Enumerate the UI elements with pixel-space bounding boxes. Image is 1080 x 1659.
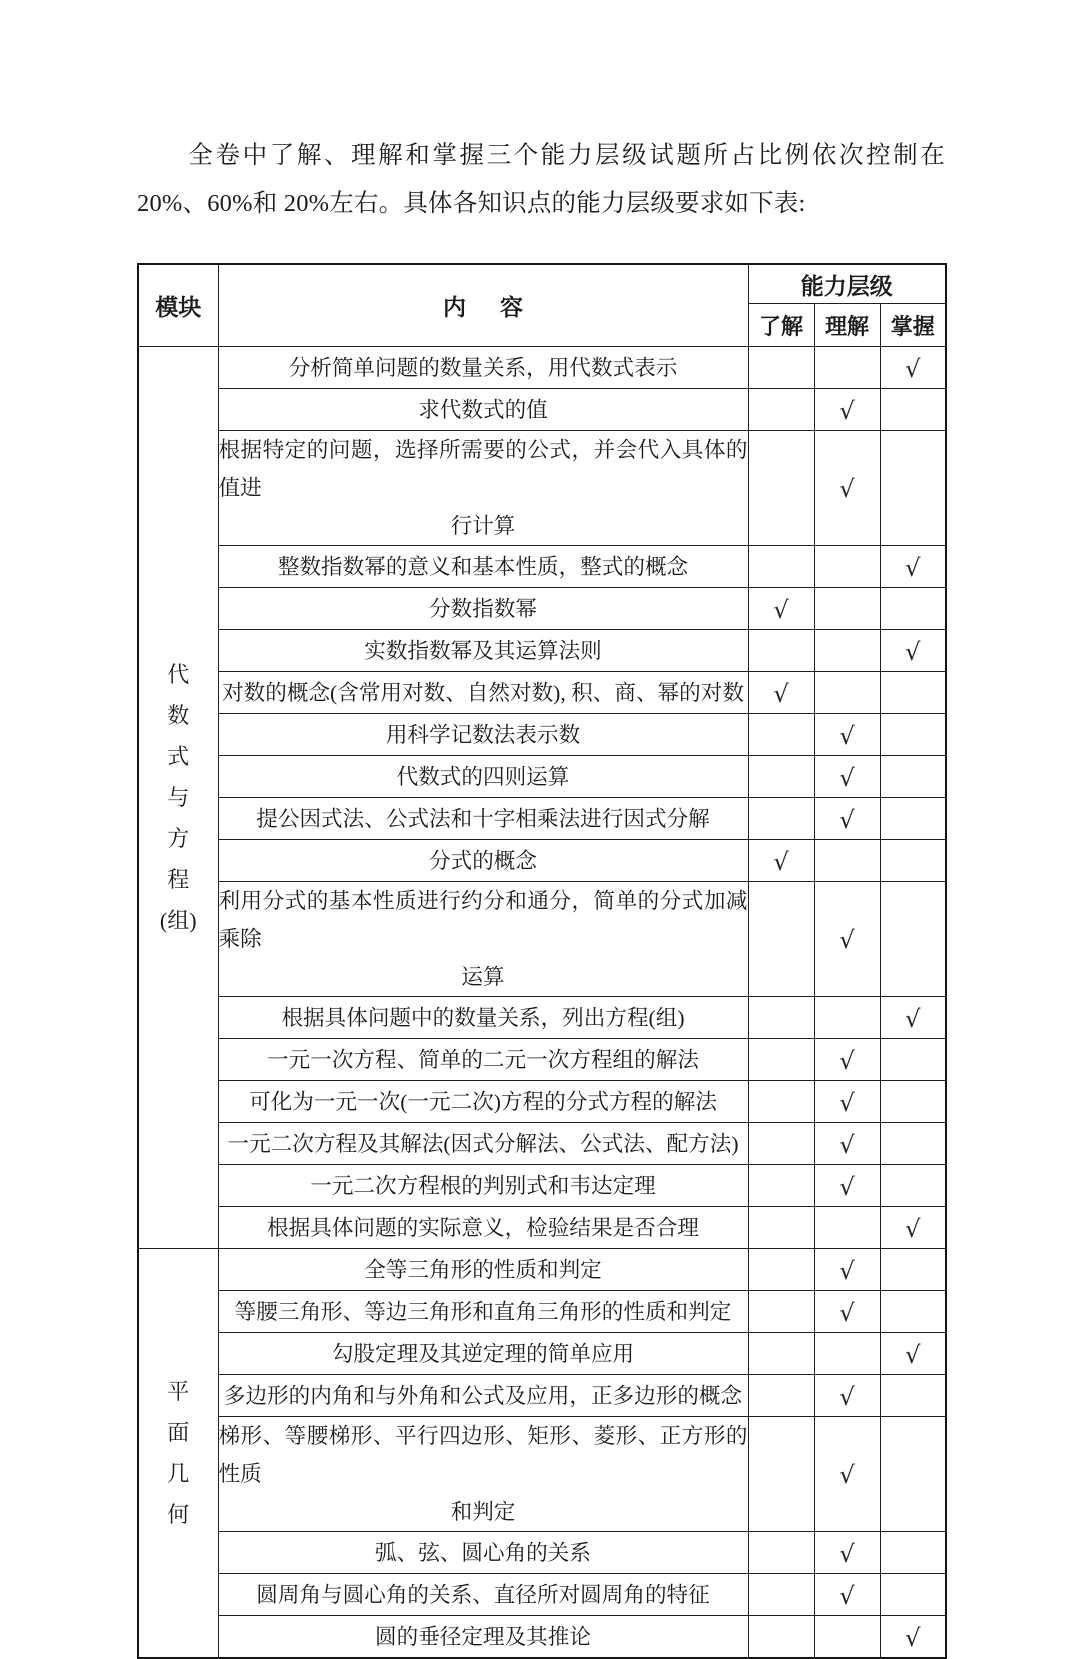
- level-cell-master: [880, 840, 946, 882]
- check-mark-icon: √: [839, 1088, 855, 1117]
- level-cell-comprehend: [814, 1123, 880, 1165]
- level-cell-master: [880, 1291, 946, 1333]
- table-row: [138, 840, 946, 882]
- level-cell-master: [880, 798, 946, 840]
- level-cell-master: [880, 1123, 946, 1165]
- level-cell-master: [880, 1333, 946, 1375]
- content-cell: 根据具体问题的实际意义，检验结果是否合理: [218, 1207, 748, 1249]
- table-row: [138, 672, 946, 714]
- level-cell-comprehend: [814, 1616, 880, 1659]
- check-mark-icon: √: [839, 1130, 855, 1159]
- table-row: [138, 1375, 946, 1417]
- check-mark-icon: √: [905, 1004, 921, 1033]
- table-row: [138, 1532, 946, 1574]
- content-cell: 圆周角与圆心角的关系、直径所对圆周角的特征: [218, 1574, 748, 1616]
- table-row: [138, 997, 946, 1039]
- check-mark-icon: √: [839, 1298, 855, 1327]
- check-mark-icon: √: [839, 1382, 855, 1411]
- table-row: [138, 347, 946, 389]
- level-cell-master: [880, 672, 946, 714]
- level-cell-comprehend: [814, 1039, 880, 1081]
- table-row: [138, 1207, 946, 1249]
- level-cell-understand-basic: [748, 1291, 814, 1333]
- content-cell: 提公因式法、公式法和十字相乘法进行因式分解: [218, 798, 748, 840]
- level-cell-comprehend: [814, 630, 880, 672]
- level-cell-understand-basic: [748, 672, 814, 714]
- table-row: [138, 882, 946, 997]
- module-label-char: 数: [167, 703, 190, 728]
- level-cell-understand-basic: [748, 1249, 814, 1291]
- level-cell-comprehend: [814, 672, 880, 714]
- content-cell: 一元一次方程、简单的二元一次方程组的解法: [218, 1039, 748, 1081]
- module-label-char: 平: [167, 1379, 190, 1404]
- check-mark-icon: √: [839, 1461, 855, 1489]
- check-mark-icon: √: [839, 1581, 855, 1610]
- content-cell: 等腰三角形、等边三角形和直角三角形的性质和判定: [218, 1291, 748, 1333]
- level-cell-understand-basic: [748, 1333, 814, 1375]
- level-cell-comprehend: [814, 389, 880, 431]
- level-cell-understand-basic: [748, 1039, 814, 1081]
- level-cell-master: [880, 1532, 946, 1574]
- module-label-stack: [139, 654, 218, 941]
- content-cell: 可化为一元一次(一元二次)方程的分式方程的解法: [218, 1081, 748, 1123]
- level-cell-understand-basic: [748, 588, 814, 630]
- content-line-1: 梯形、等腰梯形、平行四边形、矩形、菱形、正方形的性质: [218, 1424, 748, 1486]
- content-cell: 根据具体问题中的数量关系，列出方程(组): [218, 997, 748, 1039]
- level-cell-master: [880, 882, 946, 997]
- check-mark-icon: √: [905, 1623, 921, 1652]
- intro-line-1: 全卷中了解、理解和掌握三个能力层级试题所占比例依次控制在 20%、60%: [137, 142, 945, 217]
- level-cell-comprehend: [814, 882, 880, 997]
- table-row: [138, 389, 946, 431]
- module-label-char: 几: [167, 1461, 190, 1486]
- level-cell-master: [880, 756, 946, 798]
- level-cell-comprehend: [814, 756, 880, 798]
- content-line-2: 行计算: [450, 514, 516, 538]
- header-ability-level: 能力层级: [748, 264, 946, 304]
- check-mark-icon: √: [839, 926, 855, 954]
- header-content-left: 内: [443, 295, 466, 320]
- level-cell-comprehend: [814, 1574, 880, 1616]
- check-mark-icon: √: [773, 595, 789, 624]
- table-row: [138, 798, 946, 840]
- table-row: [138, 546, 946, 588]
- ability-level-table-wrapper: [137, 263, 945, 1659]
- level-cell-comprehend: [814, 1207, 880, 1249]
- intro-line-2: 和 20%左右。具体各知识点的能力层级要求如下表:: [252, 190, 806, 217]
- content-cell: [218, 431, 748, 546]
- module-label-char: 程: [167, 867, 190, 892]
- level-cell-understand-basic: [748, 882, 814, 997]
- level-cell-understand-basic: [748, 1532, 814, 1574]
- module-label-char: 何: [167, 1502, 190, 1527]
- check-mark-icon: √: [905, 354, 921, 383]
- content-line-1: 根据特定的问题，选择所需要的公式，并会代入具体的值进: [218, 438, 748, 500]
- level-cell-comprehend: [814, 1532, 880, 1574]
- content-cell: 勾股定理及其逆定理的简单应用: [218, 1333, 748, 1375]
- table-row: [138, 756, 946, 798]
- level-cell-understand-basic: [748, 756, 814, 798]
- module-label-char: (组): [159, 908, 197, 933]
- content-line-1: 利用分式的基本性质进行约分和通分，简单的分式加减乘除: [218, 889, 748, 951]
- content-cell: 一元二次方程及其解法(因式分解法、公式法、配方法): [218, 1123, 748, 1165]
- check-mark-icon: √: [839, 1046, 855, 1075]
- level-cell-master: [880, 1249, 946, 1291]
- check-mark-icon: √: [905, 1340, 921, 1369]
- level-cell-understand-basic: [748, 1165, 814, 1207]
- level-cell-comprehend: [814, 997, 880, 1039]
- table-row: [138, 1123, 946, 1165]
- check-mark-icon: √: [839, 475, 855, 503]
- content-cell: [218, 1417, 748, 1532]
- ability-level-table: [137, 263, 947, 1659]
- level-cell-master: [880, 1417, 946, 1532]
- level-cell-understand-basic: [748, 1207, 814, 1249]
- header-level-understand-basic: 了解: [748, 304, 814, 347]
- level-cell-understand-basic: [748, 1616, 814, 1659]
- content-cell: 代数式的四则运算: [218, 756, 748, 798]
- level-cell-master: [880, 1207, 946, 1249]
- module-label-char: 方: [167, 826, 190, 851]
- table-row: [138, 588, 946, 630]
- level-cell-comprehend: [814, 1417, 880, 1532]
- level-cell-comprehend: [814, 840, 880, 882]
- level-cell-comprehend: [814, 546, 880, 588]
- check-mark-icon: √: [839, 396, 855, 425]
- level-cell-understand-basic: [748, 1123, 814, 1165]
- content-cell: 用科学记数法表示数: [218, 714, 748, 756]
- content-cell: 全等三角形的性质和判定: [218, 1249, 748, 1291]
- level-cell-master: [880, 1165, 946, 1207]
- level-cell-understand-basic: [748, 798, 814, 840]
- module-label-cell: [138, 1249, 218, 1659]
- level-cell-master: [880, 630, 946, 672]
- table-row: [138, 630, 946, 672]
- level-cell-comprehend: [814, 431, 880, 546]
- check-mark-icon: √: [905, 637, 921, 666]
- check-mark-icon: √: [839, 763, 855, 792]
- content-cell: 整数指数幂的意义和基本性质，整式的概念: [218, 546, 748, 588]
- level-cell-comprehend: [814, 1291, 880, 1333]
- table-row: [138, 1249, 946, 1291]
- content-cell: 实数指数幂及其运算法则: [218, 630, 748, 672]
- content-line-2: 和判定: [450, 1500, 516, 1524]
- module-label-stack: [139, 1371, 218, 1535]
- check-mark-icon: √: [839, 805, 855, 834]
- level-cell-understand-basic: [748, 1081, 814, 1123]
- level-cell-comprehend: [814, 347, 880, 389]
- level-cell-master: [880, 1375, 946, 1417]
- level-cell-master: [880, 588, 946, 630]
- check-mark-icon: √: [839, 721, 855, 750]
- module-label-char: 面: [167, 1420, 190, 1445]
- level-cell-understand-basic: [748, 347, 814, 389]
- content-cell: 弧、弦、圆心角的关系: [218, 1532, 748, 1574]
- header-content-right: 容: [500, 295, 523, 320]
- check-mark-icon: √: [839, 1256, 855, 1285]
- module-label-char: 代: [167, 662, 190, 687]
- content-cell: 分式的概念: [218, 840, 748, 882]
- content-line-2: 运算: [461, 965, 505, 989]
- table-row: [138, 1333, 946, 1375]
- module-label-cell: [138, 347, 218, 1249]
- level-cell-comprehend: [814, 714, 880, 756]
- table-row: [138, 1291, 946, 1333]
- module-label-char: 式: [167, 744, 190, 769]
- level-cell-understand-basic: [748, 840, 814, 882]
- content-cell: 多边形的内角和与外角和公式及应用，正多边形的概念: [218, 1375, 748, 1417]
- level-cell-comprehend: [814, 1375, 880, 1417]
- level-cell-comprehend: [814, 798, 880, 840]
- table-head: [138, 264, 946, 347]
- level-cell-master: [880, 546, 946, 588]
- level-cell-master: [880, 389, 946, 431]
- table-row: [138, 714, 946, 756]
- header-module: 模块: [138, 264, 218, 347]
- level-cell-understand-basic: [748, 389, 814, 431]
- level-cell-understand-basic: [748, 546, 814, 588]
- level-cell-comprehend: [814, 588, 880, 630]
- header-level-master: 掌握: [880, 304, 946, 347]
- header-row-1: [138, 264, 946, 304]
- check-mark-icon: √: [905, 553, 921, 582]
- content-cell: [218, 882, 748, 997]
- table-row: [138, 1616, 946, 1659]
- level-cell-comprehend: [814, 1165, 880, 1207]
- table-row: [138, 1574, 946, 1616]
- check-mark-icon: √: [773, 679, 789, 708]
- content-cell: 对数的概念(含常用对数、自然对数), 积、商、幂的对数: [218, 672, 748, 714]
- level-cell-understand-basic: [748, 1574, 814, 1616]
- content-cell: 分数指数幂: [218, 588, 748, 630]
- table-body: [138, 347, 946, 1659]
- level-cell-understand-basic: [748, 1417, 814, 1532]
- level-cell-understand-basic: [748, 714, 814, 756]
- content-cell: 圆的垂径定理及其推论: [218, 1616, 748, 1659]
- table-row: [138, 1081, 946, 1123]
- level-cell-master: [880, 431, 946, 546]
- level-cell-master: [880, 714, 946, 756]
- table-row: [138, 1039, 946, 1081]
- header-level-comprehend: 理解: [814, 304, 880, 347]
- level-cell-comprehend: [814, 1081, 880, 1123]
- level-cell-comprehend: [814, 1333, 880, 1375]
- module-label-char: 与: [167, 785, 190, 810]
- check-mark-icon: √: [839, 1172, 855, 1201]
- level-cell-master: [880, 1039, 946, 1081]
- content-cell: 一元二次方程根的判别式和韦达定理: [218, 1165, 748, 1207]
- intro-paragraph: [137, 132, 945, 228]
- content-cell: 分析简单问题的数量关系，用代数式表示: [218, 347, 748, 389]
- table-row: [138, 1165, 946, 1207]
- table-row: [138, 1417, 946, 1532]
- check-mark-icon: √: [839, 1539, 855, 1568]
- check-mark-icon: √: [905, 1214, 921, 1243]
- level-cell-understand-basic: [748, 431, 814, 546]
- level-cell-understand-basic: [748, 1375, 814, 1417]
- content-cell: 求代数式的值: [218, 389, 748, 431]
- level-cell-understand-basic: [748, 630, 814, 672]
- level-cell-master: [880, 1574, 946, 1616]
- level-cell-understand-basic: [748, 997, 814, 1039]
- level-cell-master: [880, 997, 946, 1039]
- table-row: [138, 431, 946, 546]
- level-cell-comprehend: [814, 1249, 880, 1291]
- header-content: [218, 264, 748, 347]
- level-cell-master: [880, 1081, 946, 1123]
- level-cell-master: [880, 347, 946, 389]
- level-cell-master: [880, 1616, 946, 1659]
- check-mark-icon: √: [773, 847, 789, 876]
